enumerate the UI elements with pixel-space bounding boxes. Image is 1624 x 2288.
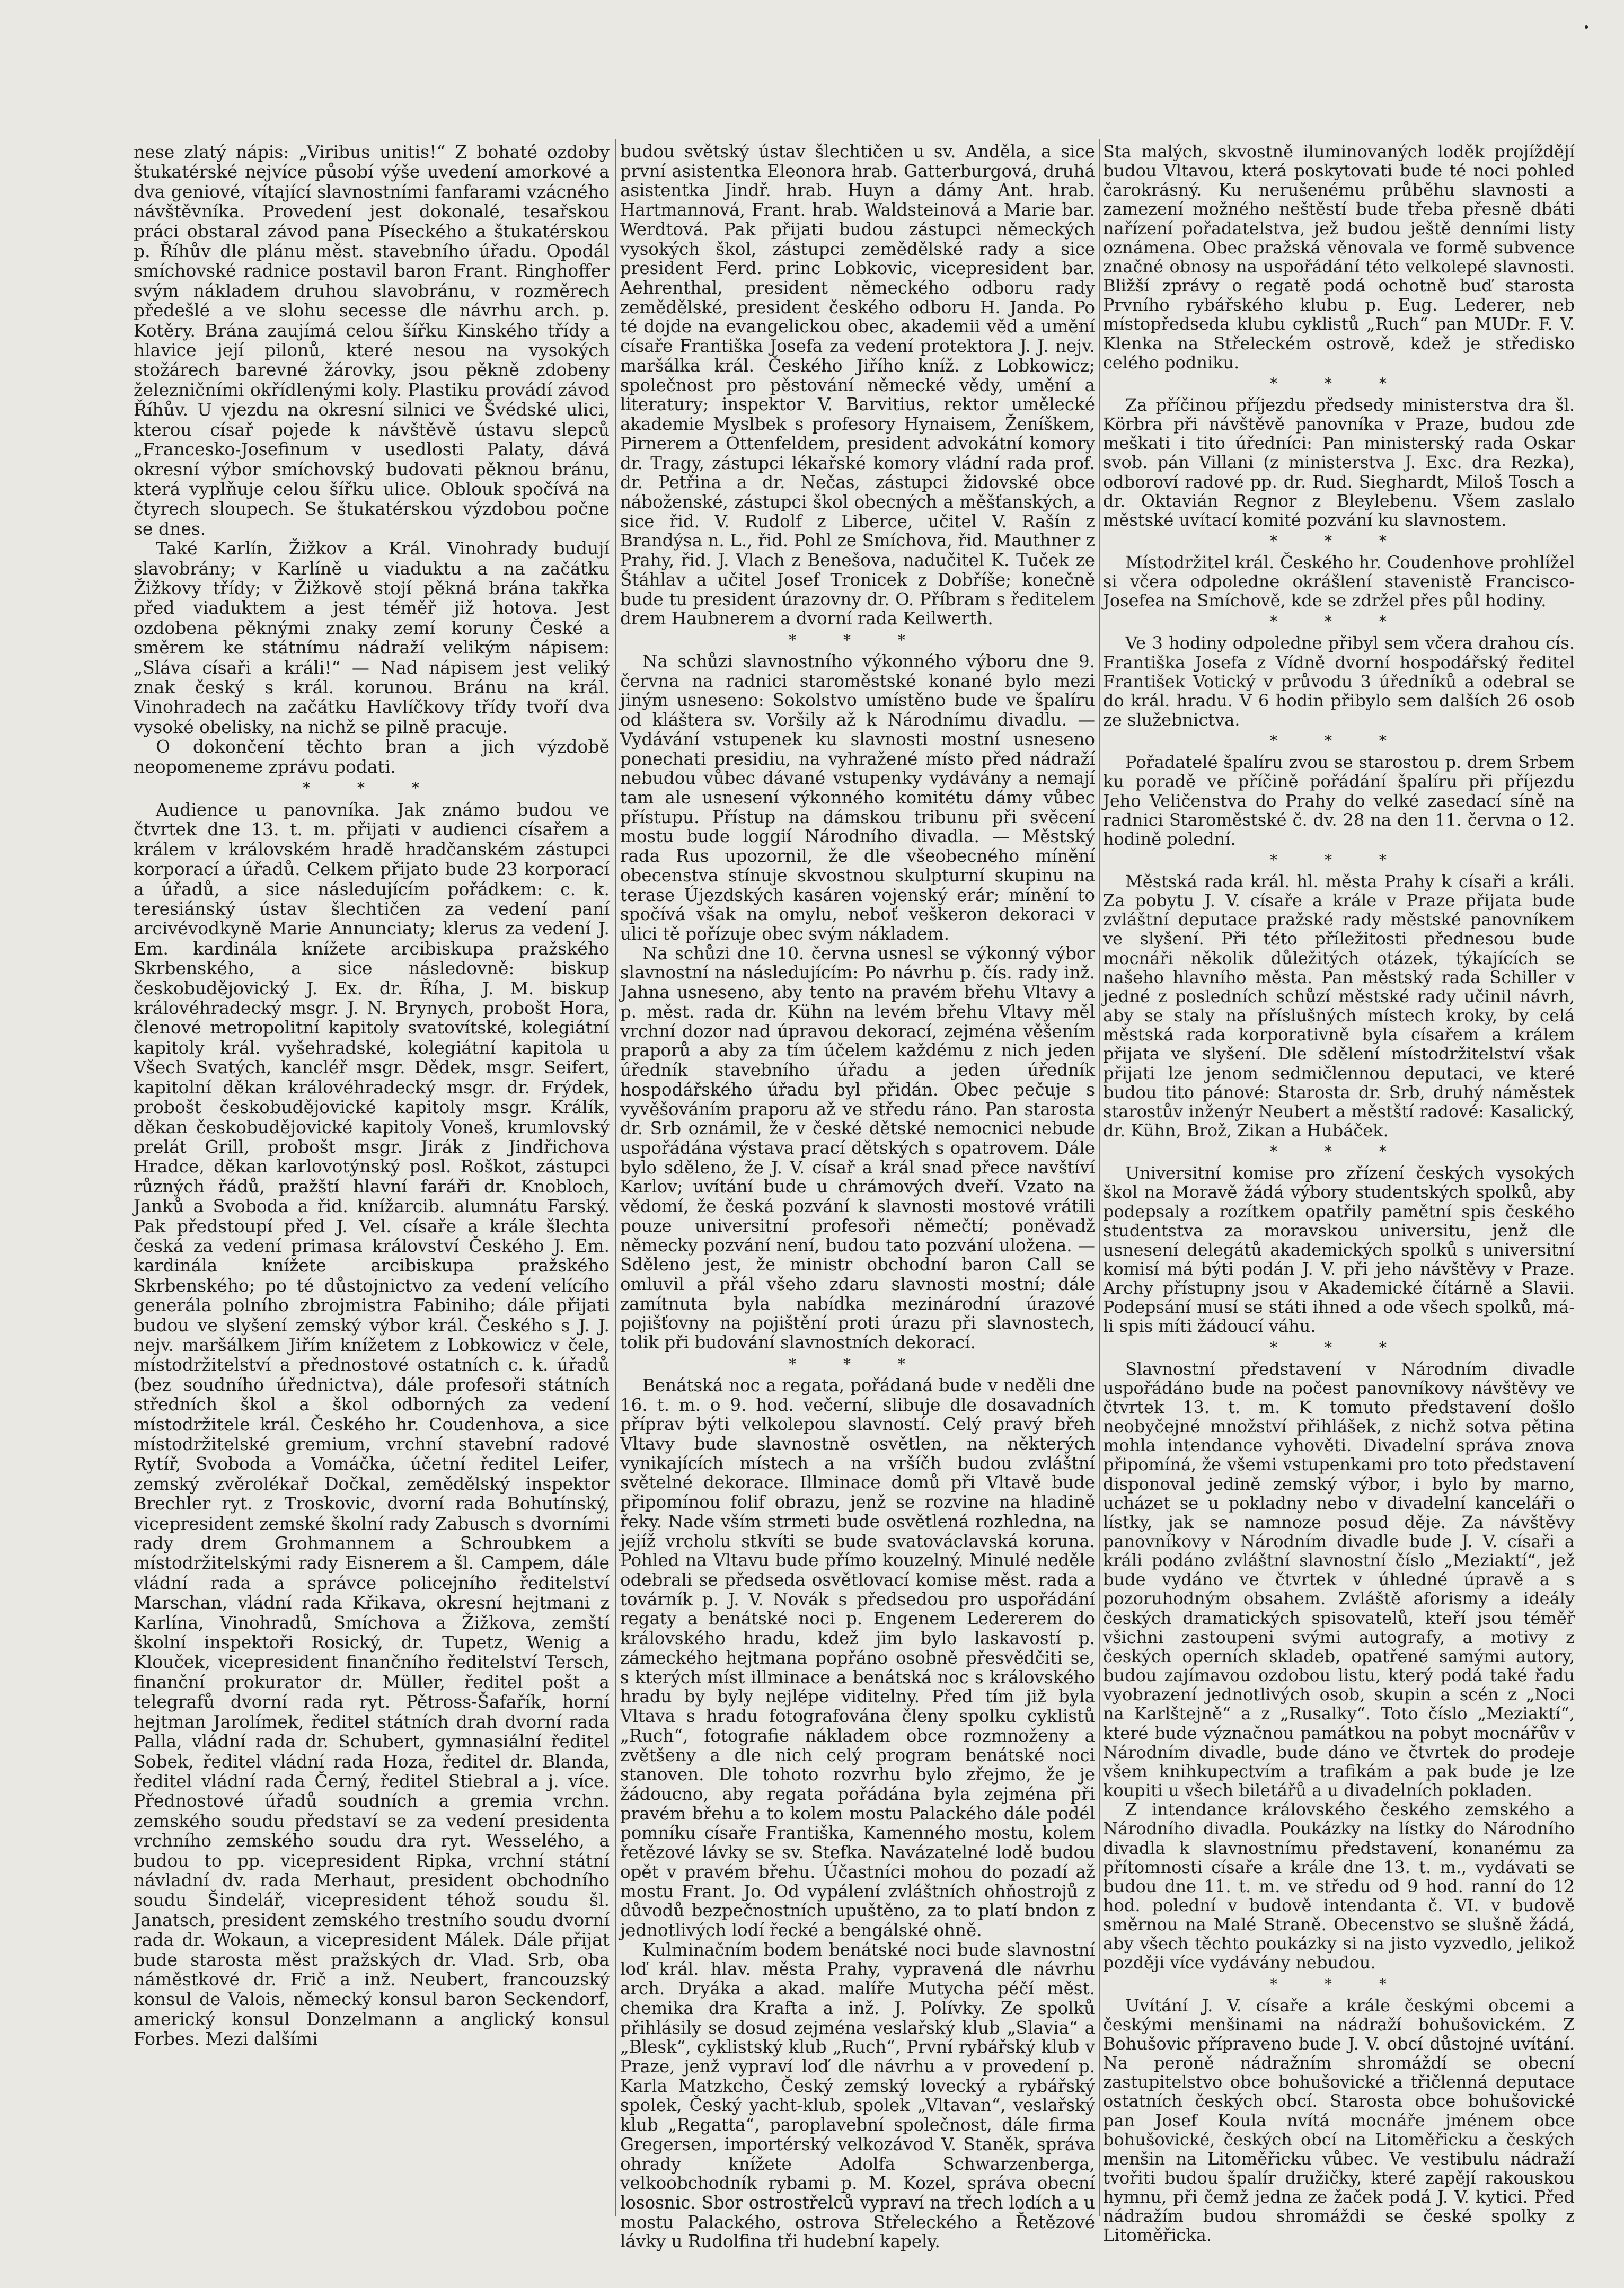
column-3 (1103, 142, 1575, 2245)
separator: * * * (1270, 851, 1408, 869)
separator: * * * (303, 779, 440, 797)
column-1 (134, 142, 610, 2049)
separator: * * * (1270, 374, 1408, 392)
article-slavobrany-karlin: Také Karlín, Žižkov a Král. Vinohrady budují slavobrány; v Karlíně u viaduktu a na začátku Žižkovy třídy; v Žižkově stojí pěkná brána takřka před viaduktem a jest téměř již hotova. Jest ozdobena pěknými znaky zemí koruny České a směrem ke státnímu nádraží velikým nápisem: „Sláva císaři a králi!“ — Nad nápisem jest veliký znak český s král. korunou. Bránu na král. Vinohradech na začátku Havlíčkovy třídy tvoří dva vysoké obelisky, na nichž se pilně pracuje. (134, 538, 610, 737)
article-slavobrany-end: nese zlatý nápis: „Viribus unitis!“ Z bohaté ozdoby štukatérské nejvíce působí výše uvedení amorkové a dva geniové, vítající slavnostními fanfarami vzácného návštěvníka. Provedení jest dokonalé, tesařskou práci obstaral závod pana Píseckého a štukatérskou p. Říhův dle plánu měst. stavebního úřadu. Opodál smíchovské radnice postavil baron Frant. Ringhoffer svým nákladem druhou slavobránu, v rozměrech předešlé a ve slohu secesse dle návrhu arch. p. Kotěry. Brána zaujímá celou šířku Kinského třídy a hlavice její pilonů, které nesou na vysokých stožárech barevné žárovky, jsou pěkně zdobeny železničními okřídlenými koly. Plastiku provádí závod Říhův. U vjezdu na okresní silnici ve Švédské ulici, kterou císař pojede k návštěvě ústavu slepců „Francesko-Josefinum v usedlosti Palaty, dává okresní výbor smíchovský budovati pěknou bránu, která vyplňuje celou šířku ulice. Oblouk spočívá na čtyrech sloupech. Se štukatérskou výzdobou počne se dnes. (134, 142, 610, 539)
article-votocky: Ve 3 hodiny odpoledne přibyl sem včera drahou cís. Františka Josefa z Vídně dvorní hospodářský ředitel František Votický v průvodu 3 úředníků a odebral se do král. hradu. V 6 hodin přibylo sem dalších 26 osob ze služebnictva. (1103, 633, 1575, 730)
scan-speck (1585, 25, 1588, 29)
column-divider-2 (1099, 139, 1100, 2216)
article-audience: Audience u panovníka. Jak známo budou ve čtvrtek dne 13. t. m. přijati v audienci císařem a králem v královském hradě hradčanském zástupci korporací a úřadů. Celkem přijato bude 23 korporací a úřadů, a sice následujícím pořádkem: c. k. teresiánský ústav šlechtičen za vedení paní arcivévodkyně Marie Annunciaty; klerus za vedení J. Em. kardinála knížete arcibiskupa pražského Skrbenského, a sice následovně: biskup českobudějovický J. Ex. dr. Říha, J. M. biskup královéhradecký msgr. J. N. Brynych, probošt Hora, členové metropolitní kapitoly svatovítské, kolegiátní kapitoly král. vyšehradské, kolegiátní kapitola u Všech Svatých, kancléř msgr. Dědek, msgr. Seifert, kapitolní děkan královéhradecký msgr. dr. Frýdek, probošt českobudějovické kapitoly msgr. Králík, děkan českobudějovické kapitoly Voneš, krumlovský prelát Grill, probošt msgr. Jirák z Jindřichova Hradce, děkan karlovotýnský posl. Roškot, zástupci různých řádů, pražští hlavní faráři dr. Knobloch, Janků a Svoboda a řid. knížarcib. alumnátu Farský. Pak předstoupí před J. Vel. císaře a krále šlechta česká za vedení primasa království Českého J. Em. kardinála knížete arcibiskupa pražského Skrbenského; po té důstojnictvo za vedení velícího generála polního zbrojmistra Fabiniho; dále přijati budou ve slyšení zemský výbor král. Českého s J. J. nejv. maršálkem Jiřím knížetem z Lobkowicz v čele, místodržitelství a přednostové ostatních c. k. úřadů (bez soudního úřednictva), dále profesoři státních středních škol a škol odborných za vedení místodržitele král. Českého hr. Coudenhova, a sice místodržitelské gremium, vrchní stavební radové Rytíř, Svoboda a Vomáčka, účetní ředitel Leifer, zemský zvěrolékař Dočkal, zemědělský inspektor Brechler ryt. z Troskovic, dvorní rada Bohutínský, vicepresident zemské školní rady Zabusch s dvorními rady drem Grohmannem a Schroubkem a místodržitelskými rady Eisnerem a šl. Campem, dále vládní rada a správce policejního ředitelství Marschan, vládní rada Křikava, okresní hejtmani z Karlína, Vinohradů, Smíchova a Žižkova, zemští školní inspektoři Rosický, dr. Tupetz, Wenig a Klouček, vicepresident finančního ředitelství Tersch, finanční prokurator dr. Müller, ředitel pošt a telegrafů dvorní rada ryt. Pětross-Šafařík, horní hejtman Jarolímek, ředitel státních drah dvorní rada Palla, vládní rada dr. Schubert, gymnasiální ředitel Sobek, ředitel vládní rada Hoza, ředitel dr. Blanda, ředitel vládní rada Černý, ředitel Stiebral a j. více. Přednostové úřadů soudních a gremia vrchn. zemského soudu představí se za vedení presidenta vrchního zemského soudu dra ryt. Wesselého, a budou to pp. vicepresident Ripka, vrchní státní návladní dv. rada Merhaut, president obchodního soudu Šindelář, vicepresident téhož soudu šl. Janatsch, president zemského trestního soudu dvorní rada dr. Wokaun, a vicepresident Málek. Dále přijat bude starosta měst pražských dr. Vlad. Srb, oba náměstkové dr. Frič a inž. Neubert, francouzský konsul de Valois, německý konsul baron Seckendorf, americký konsul Donzelmann a anglický konsul Forbes. Mezi dalšími (134, 799, 610, 2050)
separator: * * * (1270, 1338, 1408, 1356)
separator: * * * (1270, 532, 1408, 550)
column-divider-1 (615, 139, 616, 2216)
separator: * * * (1270, 1975, 1408, 1993)
article-audience-continued: budou světský ústav šlechtičen u sv. Anděla, a sice první asistentka Eleonora hrab. Gatterburgová, druhá asistentka Jindř. hrab. Huyn a dámy Ant. hrab. Hartmannová, Frant. hrab. Waldsteinová a Marie bar. Werdtová. Pak přijati budou zástupci německých vysokých škol, zástupci zemědělské rady a sice president Ferd. princ Lobkovic, vicepresident bar. Aehrenthal, president německého odboru rady zemědělské, president českého odboru H. Janda. Po té dojde na evangelickou obec, akademii věd a umění císaře Františka Josefa za vedení protektora J. J. nejv. maršálka král. Českého Jiřího kníž. z Lobkowicz; společnost pro pěstování německé vědy, umění a literatury; inspektor V. Barvitius, rektor umělecké akademie Myslbek s profesory Hynaisem, Ženíškem, Pirnerem a Ottenfeldem, president advokátní komory dr. Tragy, zástupci lékařské komory vládní rada prof. dr. Petřina a dr. Nečas, zástupci židovské obce náboženské, zástupci škol obecných a měšťanských, a sice řid. V. Rudolf z Liberce, učitel V. Rašín z Brandýsa n. L., řid. Pohl ze Smíchova, řid. Mauthner z Prahy, řid. J. Vlach z Benešova, nadučitel K. Tuček ze Štáhlav a učitel Josef Tronicek z Dobříše; konečně bude tu president úrazovny dr. O. Příbram s ředitelem drem Haubnerem a dvorní rada Keilwerth. (620, 142, 1095, 629)
article-mestska-rada: Městská rada král. hl. města Prahy k císaři a králi. Za pobytu J. V. císaře a krále v Praze přijata bude zvláštní deputace pražské rady městské panovníkem ve slyšení. Při této příležitosti přednesou bude mocnáři několik důležitých otázek, týkajících se našeho hlavního města. Pan městský rada Schiller v jedné z posledních schůzí městské rady učinil návrh, aby se staly na příslušných místech kroky, by celá městská rada korporativně byla císařem a králem přijata ve slyšení. Dle sdělení místodržitelství však přijati lze jenom sedmičlennou deputaci, ve které budou tito pánové: Starosta dr. Srb, druhý náměstek starostův inženýr Neubert a městští radové: Kasalický, dr. Kühn, Brož, Zikan a Hubáček. (1103, 871, 1575, 1141)
article-korber: Za příčinou příjezdu předsedy ministerstva dra šl. Körbra při návštěvě panovníka v Praze, budou zde meškati i tito úředníci: Pan ministerský rada Oskar svob. pán Villani (z ministerstva J. Exc. dra Rezka), odboroví radové pp. dr. Rud. Sieghardt, Miloš Tosch a dr. Oktavián Regnor z Bleylebenu. Všem zaslalo městské uvítací komité pozvání ku slavnostem. (1103, 394, 1575, 530)
article-benatska-noc-lod: Kulminačním bodem benátské noci bude slavnostní loď král. hlav. města Prahy, vypravená dle návrhu arch. Dryáka a akad. malíře Mutycha péčí měst. chemika dra Krafta a inž. J. Polívky. Ze spolků přihlásily se dosud zejména veslařský klub „Slavia“ a „Blesk“, cyklistský klub „Ruch“, První rybářský klub v Praze, jenž vypraví loď dle návrhu a v provedení p. Karla Matzkcho, Český zemský lovecký a rybářský spolek, Český yacht-klub, spolek „Vltavan“, veslařský klub „Regatta“, paroplavební společnost, dále firma Gregersen, importérský velkozávod V. Staněk, správa ohrady knížete Adolfa Schwarzenberga, velkoobchodník rybami p. M. Kozel, správa obecní lososnic. Sbor ostrostřelců vypraví na třech lodích a u mostu Palackého, ostrova Střeleckého a Řetězové lávky u Rudolfina tři hudební kapely. (620, 1939, 1095, 2252)
separator: * * * (1270, 732, 1408, 750)
article-uvitani-bohusovice: Uvítání J. V. císaře a krále českými obcemi a českými menšinami na nádraží bohušovickém. Z Bohušovic přípraveno bude J. V. obcí důstojné uvítání. Na peroně nádražním shromáždí se obecní zastupitelstvo obce bohušovické a třičlenná deputace ostatních českých obcí. Starosta obce bohušovické pan Josef Koula nvítá mocnáře jménem obce bohušovické, českých obcí na Litoměřicku a českých menšin na Litoměřicku vůbec. Ve vestibulu nádraží tvořiti budou špalír družičky, které zapějí rakouskou hymnu, při čemž jedna ze žaček podá J. V. kytici. Před nádražím budou shromáždi se české spolky z Litoměřicka. (1103, 1995, 1575, 2246)
article-benatska-noc: Benátská noc a regata, pořádaná bude v neděli dne 16. t. m. o 9. hod. večerní, slibuje dle dosavadních příprav býti velkolepou slavností. Celý pravý břeh Vltavy bude slavnostně osvětlen, na některých vynikajících místech a na vršíčh budou zvláštní světelné dekorace. Illminace domů při Vltavě bude připomínou folif obrazu, jenž se rozvine na hladině řeky. Nade vším strmeti bude osvětlená rozhledna, na jejíž vrcholu stkvíti se bude svatováclavská koruna. Pohled na Vltavu bude přímo kouzelný. Minulé neděle odebrali se předseda osvětlovací komise měst. rada a továrník p. J. V. Novák s předsedou pro uspořádání regaty a benátské noci p. Engenem Ledererem do královského hradu, kdež jim bylo laskavostí p. zámeckého hejtmana popřáno osobně přesvědčiti se, s kterých míst illminace a benátská noc s královského hradu by byly nejlépe viditelny. Před tím již byla Vltava s hradu fotografována členy spolku cyklistů „Ruch“, fotografie nákladem obce rozmnoženy a zvětšeny a dle nich celý program benátské noci stanoven. Dle tohoto rozvrhu bylo zřejmo, že je žádoucno, aby regata pořádána byla zejména při pravém břehu a to kolem mostu Palackého dále podél pomníku císaře Františka, Kamenného mostu, kolem řetězové lávky se sv. Stefka. Navázatelné lodě budou opět v pravém břehu. Účastníci mohou do pozadí až mostu Frant. Jo. Od vypálení zvláštních ohňostrojů z důvodů bezpečnostních upuštěno, za to platí bndon z jednotlivých lodí řecké a bengálské ohně. (620, 1375, 1095, 1940)
column-2 (620, 142, 1095, 2251)
article-vykonny-vybor-9: Na schůzi slavnostního výkonného výboru dne 9. června na radnici staroměstské konané bylo mezi jiným usneseno: Sokolstvo umístěno bude ve špalíru od kláštera sv. Voršily až k Národnímu divadlu. — Vydávání vstupenek ku slavnosti mostní usneseno ponechati presidiu, na vyhražené místo před nádraží nebudou vůbec dávané vstupenky vydávány a nemají tam ale usnesení výkonného komitétu dámy vůbec přístupu. Přístup na dámskou tribunu při svěcení mostu bude loggií Národního divadla. — Městský rada Rus upozornil, že dle všeobecného mínění obecenstva stínuje skvostnou skulpturní skupinu na terase Újezdských kasáren vojenský erár; mínění to spočívá však na omylu, neboť veškeron dekoraci v ulici tě pořízuje obec svým nákladem. (620, 651, 1095, 944)
article-slavnostni-predstaveni: Slavnostní představení v Národním divadle uspořádáno bude na počest panovníkovy návštěvy ve čtvrtek 13. t. m. K tomuto představení došlo neobyčejné množství přihlášek, z nichž sotva pětina mohla intendance vyhověti. Divadelní správa znova připomíná, že všemi vstupenkami pro toto představení disponoval jedině zemský výbor, i bylo by marno, ucházet se u pokladny nebo v divadelní kanceláři o lístky, jak se namnoze posud děje. Za návštěvy panovníkovy v Národním divadle bude J. V. císaři a králi podáno zvláštní slavnostní číslo „Meziaktí“, jež bude vydáno ve čtvrtek v úhledné úpravě a s pozoruhodným obsahem. Zvláště aforismy a ideály českých dramatických spisovatelů, kteří jsou téměř všichni zastoupeni svými autografy, a motivy z českých operních skladeb, opatřené samými autory, budou zajímavou ozdobou listu, který podá také řadu vyobrazení jednotlivých osob, skupin a scén z „Noci na Karlštejně“ a z „Rusalky“. Toto číslo „Meziaktí“, které bude význačnou památkou na pobyt mocnářův v Národním divadle, bude dáno ve čtvrtek do prodeje všem knihkupectvím a trafikám a pak bude je lze koupiti u všech biletářů a u divadelních pokladen. (1103, 1358, 1575, 1801)
separator: * * * (789, 1355, 926, 1373)
separator: * * * (789, 631, 926, 649)
article-benatska-noc-end: Sta malých, skvostně iluminovaných loděk projíždějí budou Vltavou, která poskytovati bude té noci pohled čarokrásný. Ku nerušenému průběhu slavnosti a zamezení možného neštěstí bude třeba přesně dbáti nařízení pořadatelstva, jež budou ještě denními listy oznámena. Obec pražská věnovala ve formě subvence značné obnosy na uspořádání této velkolepé slavnosti. Bližší zprávy o regatě podá ochotně buď starosta Prvního rybářského klubu p. Eug. Lederer, neb místopředseda klubu cyklistů „Ruch“ pan MUDr. F. V. Klenka na Střeleckém ostrově, kdež je středisko celého podniku. (1103, 142, 1575, 373)
article-intendance: Z intendance královského českého zemského a Národního divadla. Poukázky na lístky do Národního divadla k slavnostnímu představení, konanému za přítomnosti císaře a krále dne 13. t. m., vydávati se budou dne 11. t. m. ve středu od 9 hod. ranní do 12 hod. polední v budově intendanta č. VI. v budově směrnou na Malé Straně. Obecenstvo se slušně žádá, aby všech těchto poukázky si na jisto vyzvedlo, jelikož později více vydávány nebudou. (1103, 1799, 1575, 1973)
article-vykonny-vybor-10: Na schůzi dne 10. června usnesl se výkonný výbor slavnostní na následujícím: Po návrhu p. čís. rady inž. Jahna usneseno, aby tento na pravém břehu Vltavy a p. měst. rada dr. Kühn na levém břehu Vltavy měl vrchní dozor nad úpravou dekorací, zejména věšením praporů a aby za tím účelem každému z nich jeden úředník stavebního úřadu a jeden úředník hospodářského úřadu byl přidán. Obec pečuje s vyvěšováním praporu až ve středu ráno. Pan starosta dr. Srb oznámil, že v české dětské nemocnici nebude uspořádána výstava prací dětských s opatrovem. Dále bylo sděleno, že J. V. císař a král snad přece navštíví Karlov; uvítání bude u chrámových dveří. Vzato na vědomí, že česká pozvání k slavnosti mostové vrátili pouze universitní profesoři němečtí; poněvadž německy pozvání není, budou tato pozvání uložena. — Sděleno jest, že ministr obchodní baron Call se omluvil a přál všeho zdaru slavnosti mostní; dále zamítnuta byla nabídka mezinárodní úrazové pojišťovny na pojištění proti úrazu při slavnostech, tolik při budování slavnostních dekorací. (620, 943, 1095, 1353)
separator: * * * (1270, 613, 1408, 631)
article-slavobrany-closing: O dokončení těchto bran a jich výzdobě neopomeneme zprávu podati. (134, 736, 610, 777)
separator: * * * (1270, 1143, 1408, 1161)
article-mistodrzitel: Místodržitel král. Českého hr. Coudenhove prohlížel si včera odpoledne okrášlení stavenistě Francisco-Josefea na Smíchově, kde se zdržel přes půl hodiny. (1103, 552, 1575, 611)
article-poradatele-spaliru: Pořadatelé špalíru zvou se starostou p. drem Srbem ku poradě ve příčině pořádání špalíru při příjezdu Jeho Veličenstva do Prahy do velké zasedací síně na radnici Staroměstské č. dv. 28 na den 11. června o 12. hodině polední. (1103, 752, 1575, 849)
article-universitni-komise: Universitní komise pro zřízení českých vysokých škol na Moravě žádá výbory studentských spolků, aby podepsaly a rozítkem opatřily pamětní spis českého studentstva za moravskou universitu, jenž dle usnesení delegátů akademických spolků s universitní komisí má býti podán J. V. při jeho návštěvy v Praze. Archy přístupny jsou v Akademické čítárně a Slavii. Podepsání musí se státi ihned a ode všech spolků, má-li spis míti žádoucí váhu. (1103, 1163, 1575, 1337)
